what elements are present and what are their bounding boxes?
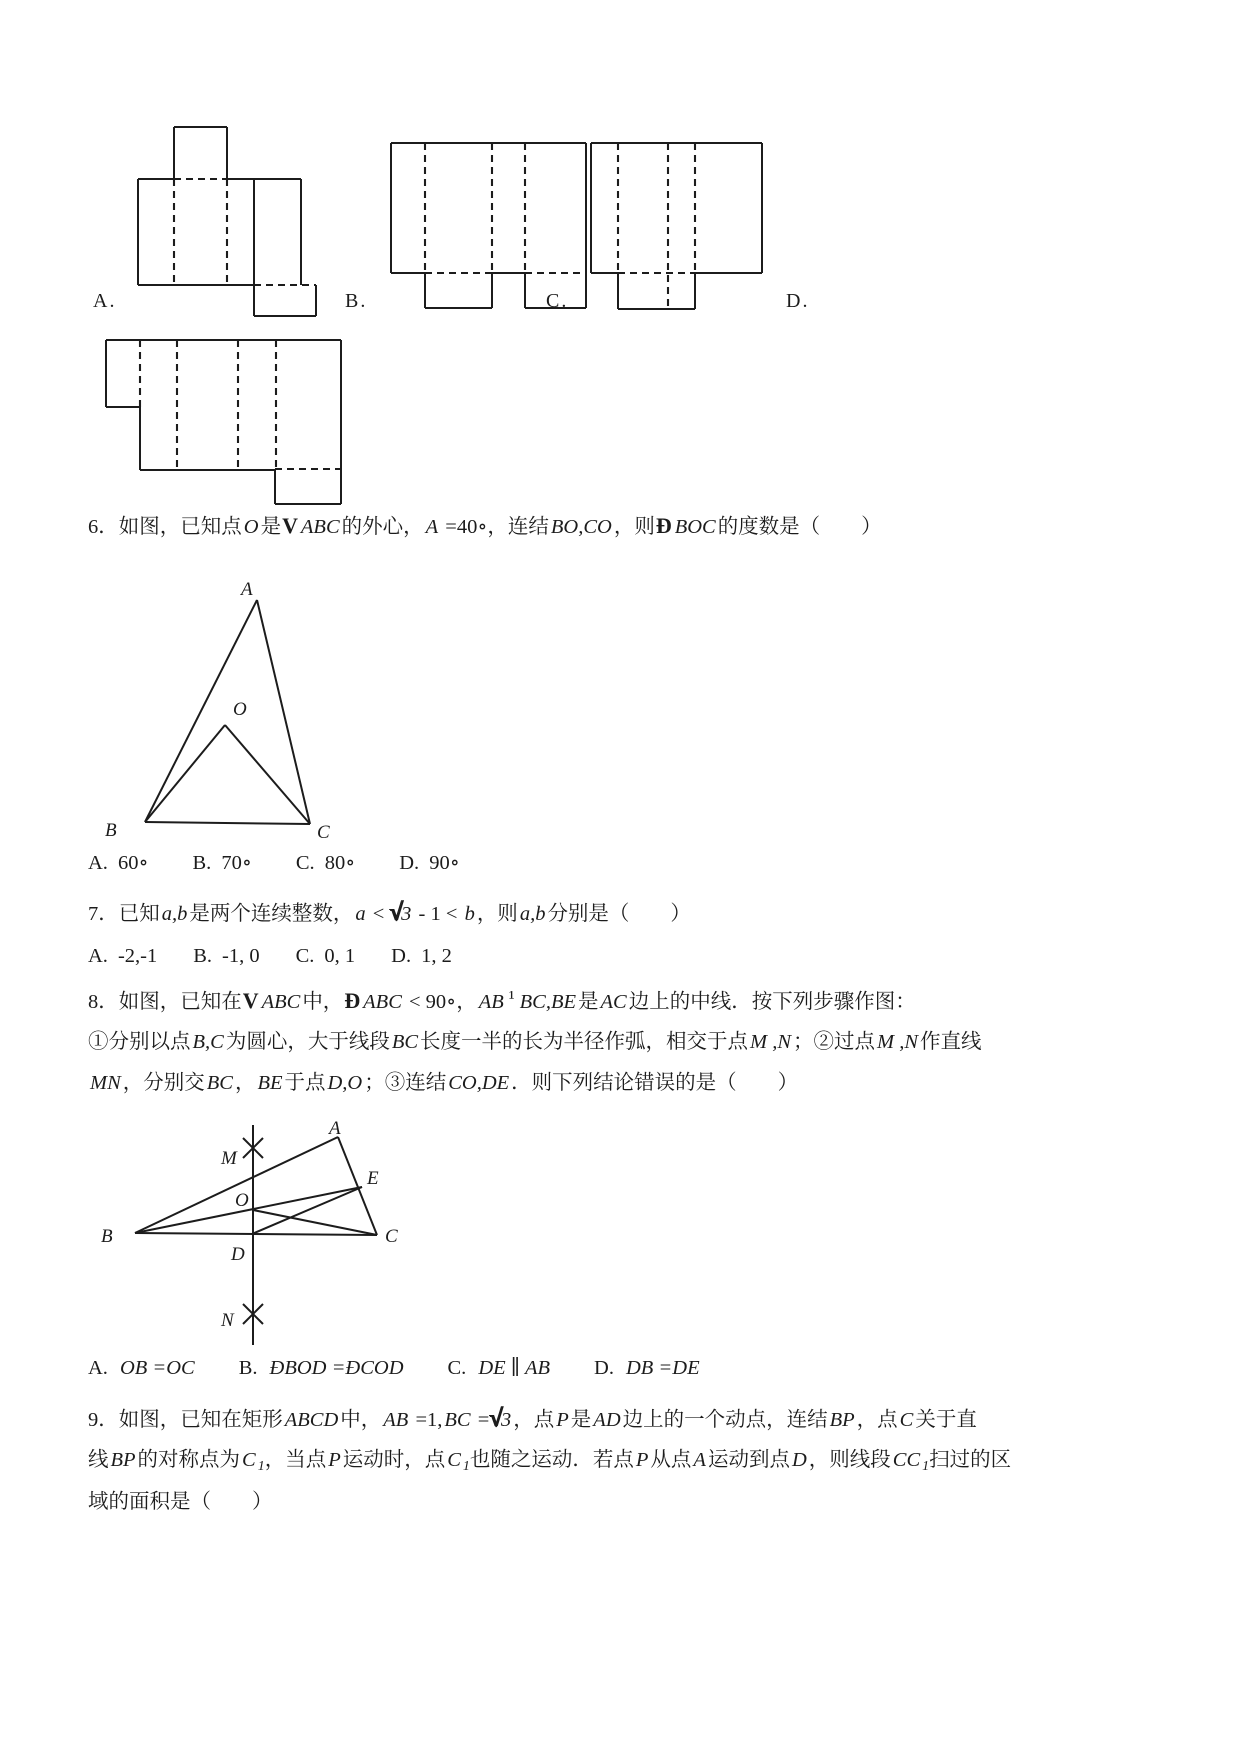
q7-options-item-b (193, 945, 259, 968)
q9-stem-1-segment: P (556, 1409, 569, 1431)
q9-stem-1-segment: = (472, 1409, 490, 1431)
q6-stem-segment: 的度数是（ ） (717, 516, 882, 538)
q9-stem-3-segment: 域的面积是（ ） (88, 1491, 273, 1513)
q8-stem-1-segment: AC (600, 991, 627, 1013)
q9-stem-2-segment: A (693, 1449, 706, 1471)
q9-stem-2-segment: ，则线段 (808, 1449, 891, 1471)
option-text: 1, 2 (421, 945, 452, 967)
q6-options-row (88, 850, 460, 875)
q8-stem-1-segment: ¹ (508, 988, 515, 1009)
q8-stem-2-segment: BC (391, 1031, 419, 1053)
q8-stem-2-line (88, 1029, 1163, 1056)
q9-stem-1-segment: BC (444, 1409, 471, 1431)
q9-stem-2-segment: C (447, 1449, 461, 1471)
construction-figure (95, 1118, 430, 1358)
option-label: B. (193, 945, 213, 967)
option-label: D. (594, 1357, 614, 1379)
net-figure-b (390, 142, 590, 312)
q9-stem-2-segment: 1 (257, 1459, 265, 1474)
option-text: 60∘ (117, 852, 149, 874)
q7-options-item-c (296, 945, 356, 968)
q9-stem-1-segment: ，点 (856, 1409, 898, 1431)
q9-stem-2-segment: BP (110, 1449, 136, 1471)
q7-stem-segment: √ (389, 899, 404, 926)
construction-figure-point-label: C (385, 1226, 398, 1247)
q6-stem-line (88, 512, 1163, 541)
q8-options-item-a (88, 1357, 197, 1380)
q9-stem-2-segment: P (635, 1449, 649, 1471)
q9-stem-1-segment: 9．如图，已知在矩形 (88, 1409, 283, 1431)
net-figure-a (136, 126, 320, 320)
q7-options-row (88, 945, 452, 968)
q6-options-item-a (88, 850, 149, 875)
q8-stem-2-segment: 长度一半的长为半径作弧，相交于点 (420, 1031, 749, 1053)
option-label: C. (295, 852, 315, 874)
q6-stem-segment: 是 (260, 516, 282, 538)
option-text: 80∘ (324, 852, 356, 874)
triangle-figure (95, 555, 425, 850)
q7-stem-segment: a,b (519, 903, 546, 925)
q9-stem-2-line (88, 1447, 1163, 1480)
triangle-figure-segment (225, 725, 310, 824)
q8-stem-3-segment: ，分别交 (122, 1072, 205, 1094)
q9-stem-1-segment: ，点 (513, 1409, 555, 1431)
q9-stem-2-segment: 线 (88, 1449, 109, 1471)
option-text: -2,-1 (117, 945, 158, 967)
q6-stem-segment: A (425, 516, 439, 538)
q9-stem-1-segment: 3 (501, 1409, 512, 1431)
q9-stem-1-segment: ABCD (284, 1409, 339, 1431)
q7-stem-segment: ，则 (476, 903, 518, 925)
q8-stem-3-segment: 于点 (284, 1072, 326, 1094)
option-text: 0, 1 (324, 945, 356, 967)
q8-stem-1-segment: ABC (363, 991, 402, 1013)
q7-options-item-d (391, 945, 452, 968)
q8-options-item-b (239, 1357, 406, 1380)
q9-stem-3-line (88, 1489, 1163, 1516)
option-label: A. (88, 1357, 108, 1379)
q8-stem-3-segment: CO,DE (448, 1072, 510, 1094)
q9-stem-2-segment: C (242, 1449, 256, 1471)
q8-stem-1-segment: 边上的中线．按下列步骤作图： (628, 991, 916, 1013)
net-figure-d (105, 338, 345, 508)
q8-options-item-c (448, 1355, 553, 1380)
triangle-figure-segment (145, 725, 225, 822)
option-label: A. (88, 852, 108, 874)
triangle-figure-point-label: O (233, 699, 247, 720)
option-text: -1, 0 (222, 945, 260, 967)
q9-stem-1-segment: C (899, 1409, 914, 1431)
q9-stem-2-segment: 也随之运动．若点 (469, 1449, 634, 1471)
q6-options-item-d (399, 850, 460, 875)
q6-stem-segment: 的外心， (341, 516, 424, 538)
triangle-figure-point-label: C (317, 822, 330, 843)
q8-stem-1-segment: ABC (261, 991, 301, 1013)
q7-stem-segment: a,b (161, 903, 188, 925)
option-label: D. (399, 852, 420, 874)
construction-figure-point-label: O (235, 1190, 249, 1211)
option-label: C. (295, 945, 315, 967)
q8-stem-1-segment: 8．如图，已知在 (88, 991, 242, 1013)
q8-stem-3-segment: ；③连结 (364, 1072, 447, 1094)
option-text: DE ∥ AB (478, 1357, 551, 1379)
q9-stem-1-line (88, 1405, 1163, 1434)
q8-stem-2-segment: M ,N (877, 1031, 919, 1053)
option-label: C. (447, 1357, 467, 1379)
q9-stem-1-segment: 是 (570, 1409, 592, 1431)
net-option-label: B. (345, 290, 368, 312)
q6-stem-segment: 6．如图，已知点 (88, 516, 242, 538)
triangle-figure-segment (257, 600, 310, 824)
q6-stem-segment: =40∘ (440, 516, 488, 538)
q7-stem-line (88, 899, 1163, 928)
q7-stem-segment: 分别是（ ） (547, 903, 691, 925)
q8-options-row (88, 1355, 702, 1380)
q9-stem-2-segment: ，当点 (264, 1449, 327, 1471)
q8-options-item-d (594, 1357, 702, 1380)
q8-stem-1-segment: 是 (578, 991, 599, 1013)
option-text: OB =OC (119, 1357, 195, 1379)
construction-figure-point-label: D (231, 1244, 245, 1265)
option-label: A. (88, 945, 108, 967)
q6-stem-segment: ，则 (613, 516, 655, 538)
q8-stem-3-segment: D,O (327, 1072, 363, 1094)
q7-stem-segment: - 1 < (413, 903, 463, 925)
q6-stem-segment: BO,CO (550, 516, 612, 538)
option-text: DB =DE (625, 1357, 700, 1379)
q6-stem-segment: ，连结 (487, 516, 549, 538)
q7-stem-segment: b (464, 903, 475, 925)
q8-stem-2-segment: ①分别以点 (88, 1031, 191, 1053)
q9-stem-2-segment: 从点 (650, 1449, 692, 1471)
q9-stem-2-segment: 1 (922, 1459, 930, 1474)
q9-stem-2-segment: 的对称点为 (137, 1449, 241, 1471)
q8-stem-1-segment: V (242, 988, 259, 1013)
triangle-figure-point-label: B (105, 820, 117, 841)
q6-options-item-b (193, 850, 252, 875)
q9-stem-1-segment: 中， (340, 1409, 382, 1431)
option-text: ÐBOD =ÐCOD (269, 1357, 404, 1379)
net-option-label: D. (786, 290, 810, 312)
q6-stem-segment: O (243, 516, 259, 538)
net-option-label: C. (546, 290, 569, 312)
q9-stem-1-segment: 边上的一个动点，连结 (622, 1409, 828, 1431)
q8-stem-2-segment: ；②过点 (793, 1031, 876, 1053)
option-text: 70∘ (221, 852, 252, 874)
q7-stem-segment: < (367, 903, 390, 925)
q9-stem-2-segment: CC (892, 1449, 921, 1471)
q8-stem-1-segment: 中， (302, 991, 344, 1013)
q6-options-item-c (296, 850, 355, 875)
q8-stem-1-segment: Ð (344, 988, 361, 1013)
q7-stem-segment: a (355, 903, 366, 925)
construction-figure-point-label: M (221, 1148, 237, 1169)
q9-stem-2-segment: D (791, 1449, 807, 1471)
q9-stem-2-segment: 运动到点 (707, 1449, 790, 1471)
q8-stem-1-segment: ， (456, 991, 477, 1013)
q8-stem-3-segment: BE (257, 1072, 283, 1094)
construction-figure-point-label: A (329, 1118, 341, 1139)
q9-stem-1-segment: 关于直 (915, 1409, 977, 1431)
option-label: B. (238, 1357, 258, 1379)
q7-stem-segment: 7．已知 (88, 903, 160, 925)
triangle-figure-point-label: A (241, 579, 253, 600)
q6-stem-segment: V (282, 513, 298, 538)
q6-stem-segment: BOC (674, 516, 716, 538)
q9-stem-1-segment: √ (489, 1405, 504, 1432)
option-label: D. (391, 945, 412, 967)
option-label: B. (192, 852, 212, 874)
q6-stem-segment: ABC (300, 516, 340, 538)
q8-stem-2-segment: M ,N (750, 1031, 792, 1053)
construction-figure-point-label: N (221, 1310, 234, 1331)
q8-stem-3-segment: BC (206, 1072, 233, 1094)
q8-stem-1-segment: BC,BE (519, 991, 577, 1013)
q9-stem-2-segment: 扫过的区 (929, 1449, 1012, 1471)
q8-stem-3-line (88, 1070, 1163, 1097)
q8-stem-2-segment: 为圆心，大于线段 (225, 1031, 390, 1053)
net-figure-c (590, 142, 766, 312)
q9-stem-1-segment: AB (383, 1409, 409, 1431)
q9-stem-2-segment: P (328, 1449, 341, 1471)
q8-stem-2-segment: B,C (192, 1031, 224, 1053)
q7-options-item-a (88, 945, 157, 968)
construction-figure-segment (253, 1210, 377, 1235)
q9-stem-2-segment: 1 (462, 1459, 470, 1474)
construction-figure-segment (252, 1187, 362, 1234)
q8-stem-3-segment: ．则下列结论错误的是（ ） (511, 1072, 799, 1094)
q8-stem-1-line (88, 985, 1163, 1016)
q8-stem-2-segment: 作直线 (920, 1031, 982, 1053)
q9-stem-2-segment: 运动时，点 (342, 1449, 446, 1471)
q9-stem-1-segment: =1, (410, 1409, 443, 1431)
q8-stem-3-segment: MN (90, 1072, 121, 1094)
q7-stem-segment: 是两个连续整数， (189, 903, 354, 925)
option-text: 90∘ (429, 852, 460, 874)
q8-stem-3-segment: ， (234, 1072, 256, 1094)
q6-stem-segment: Ð (655, 513, 672, 538)
q7-stem-segment: 3 (401, 903, 412, 925)
triangle-figure-segment (145, 822, 310, 824)
net-option-label: A. (93, 290, 117, 312)
q9-stem-1-segment: BP (829, 1409, 855, 1431)
q8-stem-1-segment: < 90∘ (403, 991, 457, 1013)
construction-figure-point-label: E (367, 1168, 379, 1189)
q9-stem-1-segment: AD (593, 1409, 621, 1431)
construction-figure-point-label: B (101, 1226, 113, 1247)
q8-stem-1-segment: AB (478, 991, 504, 1013)
